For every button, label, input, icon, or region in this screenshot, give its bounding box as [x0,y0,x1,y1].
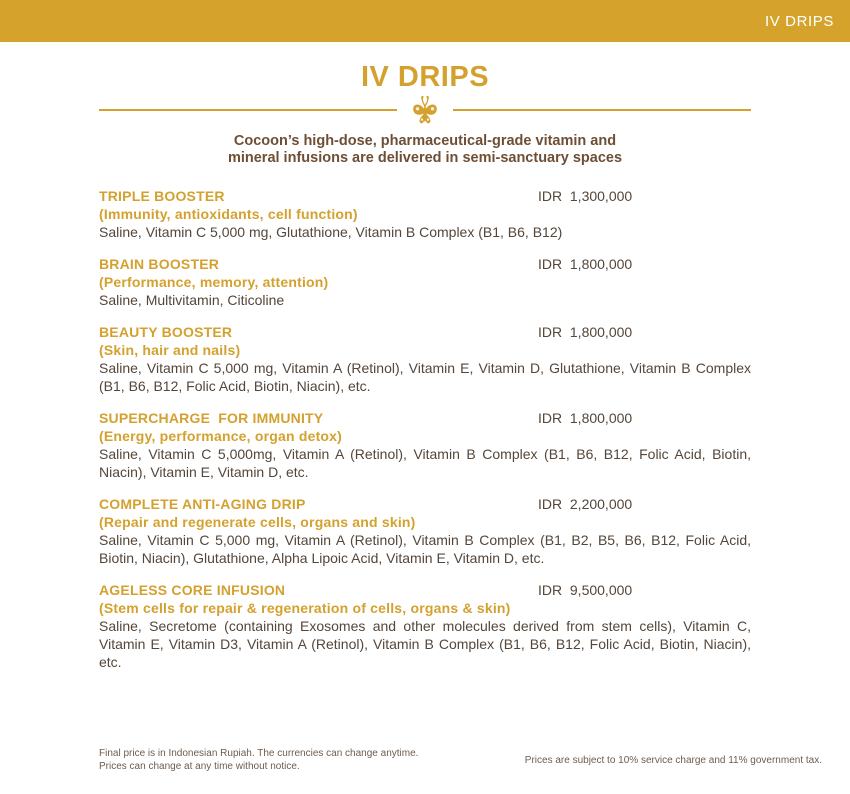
item-description: Saline, Multivitamin, Citicoline [99,292,285,308]
item-price: IDR 1,800,000 [538,256,633,272]
menu-item-triple-booster [99,187,751,241]
item-price: IDR 2,200,000 [538,496,633,512]
butterfly-icon [410,94,440,126]
item-name: COMPLETE ANTI-AGING DRIP [99,496,306,512]
menu-item-beauty-booster [99,323,751,395]
item-name: SUPERCHARGE FOR IMMUNITY [99,410,324,426]
item-header [99,495,751,513]
item-description: Saline, Secretome (containing Exosomes and other molecules derived from stem cells), Vitamin C, Vitamin E, Vitamin D3, Vitamin A (Retinol), Vitamin B Complex (B1, B6, B12, Folic Acid, Biotin, Niacin), etc. [99,618,751,670]
item-header [99,581,751,599]
item-subtitle: (Stem cells for repair & regeneration of cells, organs & skin) [99,600,511,616]
header-bar-label: IV DRIPS [765,12,834,30]
item-header [99,323,751,341]
item-header [99,187,751,205]
item-subtitle: (Skin, hair and nails) [99,342,241,358]
menu-item-ageless-core-infusion [99,581,751,671]
intro-text [0,133,850,166]
footer-left-line-2: Prices can change at any time without notice. [99,761,300,772]
footer-left-line-1: Final price is in Indonesian Rupiah. The currencies can change anytime. [99,748,419,759]
item-name: BEAUTY BOOSTER [99,324,233,340]
item-subtitle: (Performance, memory, attention) [99,274,329,290]
item-header [99,409,751,427]
menu-item-brain-booster [99,255,751,309]
item-description: Saline, Vitamin C 5,000 mg, Glutathione, Vitamin B Complex (B1, B6, B12) [99,224,563,240]
item-price: IDR 1,800,000 [538,324,633,340]
menu-list [99,187,751,671]
top-header-bar [0,0,850,42]
item-price: IDR 1,300,000 [538,188,633,204]
menu-item-complete-anti-aging-drip [99,495,751,567]
divider-line-left [99,109,397,111]
item-name: TRIPLE BOOSTER [99,188,225,204]
footer-left-note [99,747,418,773]
item-price: IDR 9,500,000 [538,582,633,598]
intro-line-1: Cocoon’s high-dose, pharmaceutical-grade vitamin and [233,133,617,149]
menu-item-supercharge-for-immunity [99,409,751,481]
page-title: IV DRIPS [360,61,490,93]
ornament-divider [99,94,751,126]
footer [99,747,822,773]
item-description: Saline, Vitamin C 5,000 mg, Vitamin A (Retinol), Vitamin E, Vitamin D, Glutathione, Vitamin B Complex (B1, B6, B12, Folic Acid, Biotin, Niacin), etc. [99,360,751,394]
item-header [99,255,751,273]
item-name: AGELESS CORE INFUSION [99,582,286,598]
intro-line-2: mineral infusions are delivered in semi-sanctuary spaces [227,149,623,166]
item-price: IDR 1,800,000 [538,410,633,426]
footer-right-note: Prices are subject to 10% service charge and 11% government tax. [524,754,822,766]
item-subtitle: (Immunity, antioxidants, cell function) [99,206,358,222]
item-subtitle: (Repair and regenerate cells, organs and skin) [99,514,416,530]
item-subtitle: (Energy, performance, organ detox) [99,428,343,444]
item-name: BRAIN BOOSTER [99,256,220,272]
item-description: Saline, Vitamin C 5,000mg, Vitamin A (Retinol), Vitamin B Complex (B1, B6, B12, Folic Acid, Biotin, Niacin), Vitamin E, Vitamin D, etc. [99,446,751,480]
divider-line-right [453,109,751,111]
item-description: Saline, Vitamin C 5,000 mg, Vitamin A (Retinol), Vitamin B Complex (B1, B2, B5, B6, B12, Folic Acid, Biotin, Niacin), Glutathione, Alpha Lipoic Acid, Vitamin E, Vitamin D, etc. [99,532,751,566]
